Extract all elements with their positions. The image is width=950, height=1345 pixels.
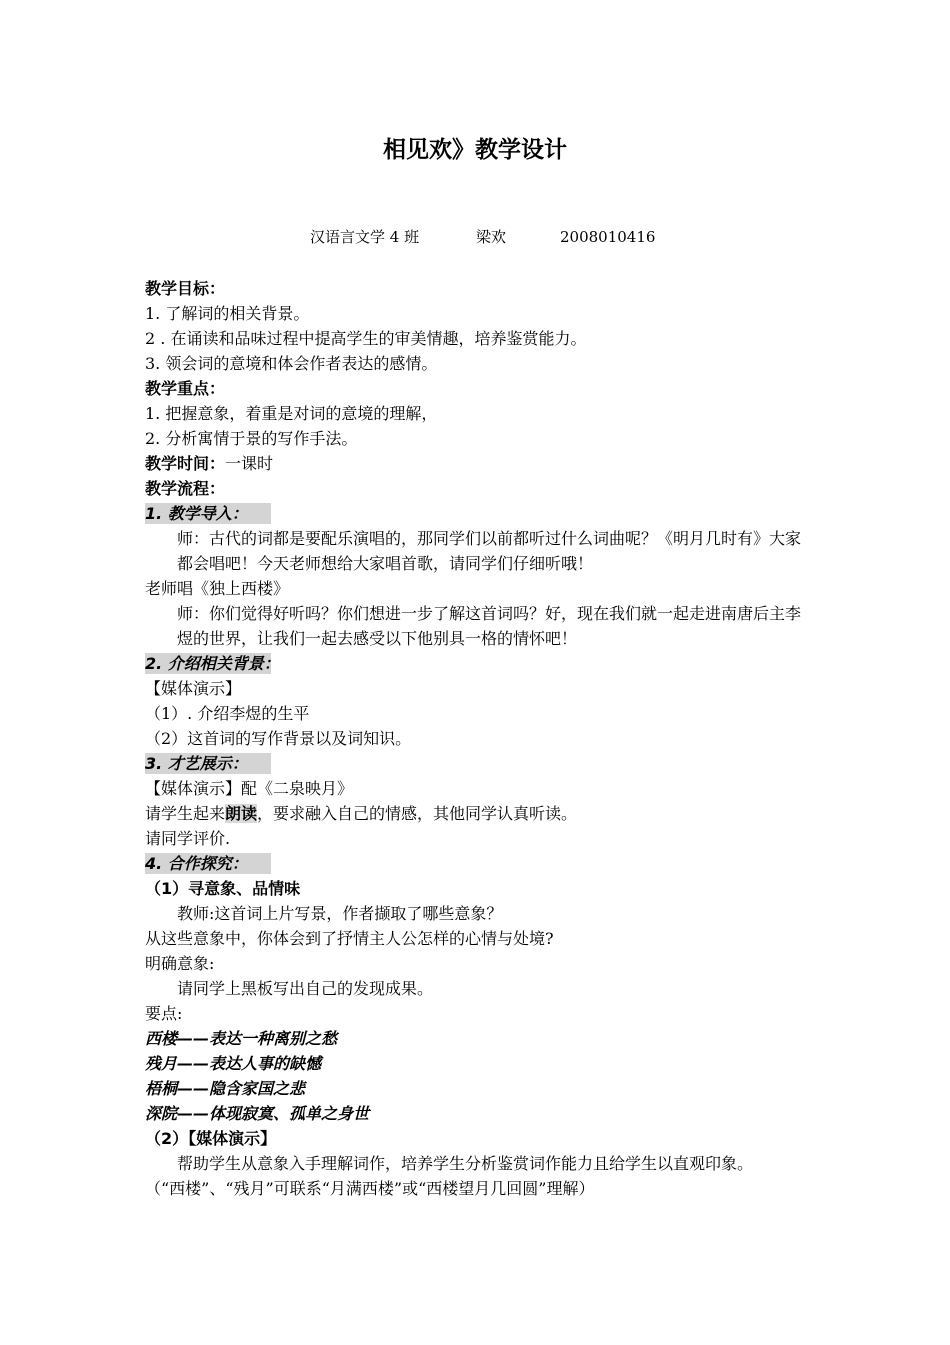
media-label: 【媒体演示】配《二泉映月》	[145, 779, 354, 798]
section-3-heading: 3. 才艺展示：	[145, 753, 271, 774]
media-label: 【媒体演示】	[145, 679, 242, 698]
author-byline	[0, 226, 950, 248]
time-heading: 教学时间：	[145, 454, 226, 473]
time-value: 一课时	[225, 454, 274, 473]
key-points-heading: 教学重点：	[145, 379, 226, 398]
goals-heading: 教学目标：	[145, 279, 226, 298]
section-1-heading: 1. 教学导入：	[145, 503, 271, 524]
read-pre: 请学生起来	[145, 804, 226, 823]
section-4-heading: 4. 合作探究：	[145, 853, 271, 874]
section-1-paragraph: 师：你们觉得好听吗？你们想进一步了解这首词吗？好，现在我们就一起走进南唐后主李煜的世界，让我们一起去感受以下他别具一格的情怀吧！	[177, 604, 802, 648]
section-4-note: （“西楼”、“残月”可联系“月满西楼”或“西楼望月几回圆”理解）	[145, 1179, 595, 1198]
evaluation-line: 请同学评价.	[145, 829, 231, 848]
read-highlight: 朗读	[225, 804, 258, 823]
points-label: 要点:	[145, 1004, 183, 1023]
read-instruction	[145, 801, 815, 826]
section-2-item: （2）这首词的写作背景以及词知识。	[145, 729, 412, 748]
imagery-point: 残月——表达人事的缺憾	[145, 1054, 322, 1073]
key-point-item: 1. 把握意象，着重是对词的意境的理解，	[145, 404, 438, 423]
section-2-heading: 2. 介绍相关背景：	[145, 654, 280, 673]
byline-id: 2008010416	[560, 228, 656, 246]
question-line: 教师:这首词上片写景，作者撷取了哪些意象？	[177, 904, 503, 923]
time-line	[145, 451, 815, 476]
clarify-label: 明确意象:	[145, 954, 215, 973]
byline-class: 汉语言文学 4 班	[310, 228, 420, 246]
imagery-point: 梧桐——隐含家国之悲	[145, 1079, 306, 1098]
question-line: 从这些意象中，你体会到了抒情主人公怎样的心情与处境?	[145, 929, 554, 948]
byline-name: 梁欢	[476, 228, 507, 246]
document-body	[145, 276, 815, 1201]
goal-item: 2 . 在诵读和品味过程中提高学生的审美情趣，培养鉴赏能力。	[145, 329, 587, 348]
key-point-item: 2. 分析寓情于景的写作手法。	[145, 429, 358, 448]
goal-item: 3. 领会词的意境和体会作者表达的感情。	[145, 354, 438, 373]
process-heading: 教学流程：	[145, 479, 226, 498]
section-1-paragraph: 老师唱《独上西楼》	[145, 579, 290, 598]
section-4-paragraph: 帮助学生从意象入手理解词作，培养学生分析鉴赏词作能力且给学生以直观印象。	[177, 1154, 754, 1173]
goal-item: 1. 了解词的相关背景。	[145, 304, 310, 323]
subsection-heading: （2）【媒体演示】	[145, 1129, 277, 1148]
board-instruction: 请同学上黑板写出自己的发现成果。	[177, 979, 434, 998]
read-post: ，要求融入自己的情感，其他同学认真听读。	[257, 804, 578, 823]
subsection-heading: （1）寻意象、品情味	[145, 879, 301, 898]
section-1-paragraph: 师：古代的词都是要配乐演唱的，那同学们以前都听过什么词曲呢？《明月几时有》大家都会唱吧！今天老师想给大家唱首歌，请同学们仔细听哦！	[177, 529, 802, 573]
imagery-point: 西楼——表达一种离别之愁	[145, 1029, 338, 1048]
imagery-point: 深院——体现寂寞、孤单之身世	[145, 1104, 370, 1123]
document-title: 相见欢》教学设计	[383, 137, 567, 163]
section-2-item: （1）. 介绍李煜的生平	[145, 704, 310, 723]
